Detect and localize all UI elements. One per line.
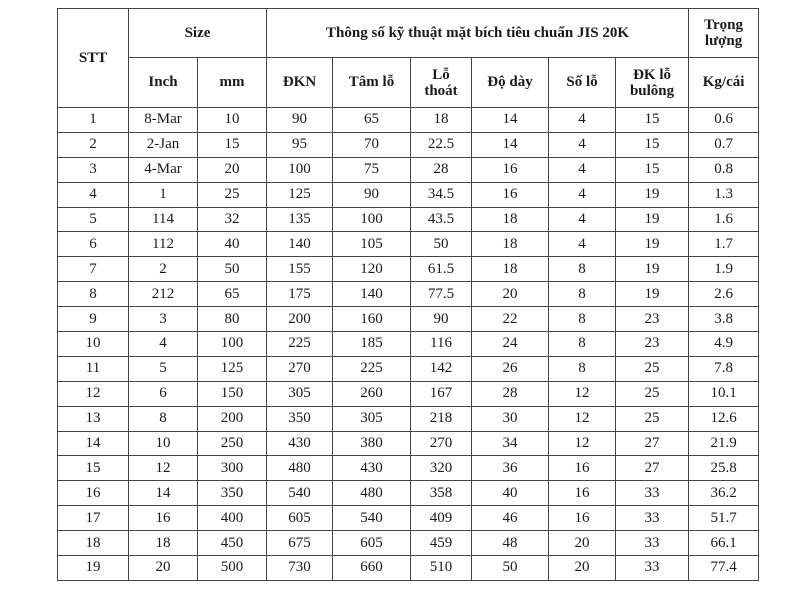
cell-do-day: 18 [472, 207, 549, 232]
cell-kg: 4.9 [689, 332, 759, 357]
cell-dk-lo-bulong: 33 [616, 506, 689, 531]
cell-inch: 20 [129, 556, 198, 581]
cell-kg: 12.6 [689, 406, 759, 431]
cell-mm: 125 [198, 356, 267, 381]
cell-stt: 17 [58, 506, 129, 531]
table-row [58, 381, 759, 406]
cell-dkn: 200 [267, 307, 333, 332]
cell-dkn: 480 [267, 456, 333, 481]
cell-inch: 4-Mar [129, 157, 198, 182]
cell-tam-lo: 120 [333, 257, 411, 282]
table-row [58, 282, 759, 307]
cell-lo-thoat: 43.5 [411, 207, 472, 232]
cell-dk-lo-bulong: 25 [616, 381, 689, 406]
cell-dk-lo-bulong: 33 [616, 531, 689, 556]
cell-dkn: 135 [267, 207, 333, 232]
cell-kg: 7.8 [689, 356, 759, 381]
table-row [58, 207, 759, 232]
cell-dk-lo-bulong: 23 [616, 307, 689, 332]
cell-lo-thoat: 22.5 [411, 132, 472, 157]
cell-lo-thoat: 320 [411, 456, 472, 481]
header-do-day: Độ dày [472, 58, 549, 108]
cell-dk-lo-bulong: 19 [616, 207, 689, 232]
cell-tam-lo: 225 [333, 356, 411, 381]
header-tam-lo: Tâm lỗ [333, 58, 411, 108]
cell-tam-lo: 100 [333, 207, 411, 232]
cell-inch: 1 [129, 182, 198, 207]
cell-lo-thoat: 358 [411, 481, 472, 506]
cell-stt: 10 [58, 332, 129, 357]
cell-lo-thoat: 28 [411, 157, 472, 182]
cell-dkn: 675 [267, 531, 333, 556]
cell-kg: 36.2 [689, 481, 759, 506]
header-lo-thoat-line2: thoát [424, 82, 458, 99]
cell-dk-lo-bulong: 15 [616, 157, 689, 182]
cell-inch: 16 [129, 506, 198, 531]
cell-kg: 1.9 [689, 257, 759, 282]
cell-kg: 3.8 [689, 307, 759, 332]
table-row [58, 332, 759, 357]
header-inch: Inch [129, 58, 198, 108]
cell-lo-thoat: 218 [411, 406, 472, 431]
flange-spec-table [57, 8, 759, 581]
cell-inch: 112 [129, 232, 198, 257]
header-lo-thoat-line1: Lỗ [432, 66, 450, 83]
cell-tam-lo: 430 [333, 456, 411, 481]
cell-dkn: 95 [267, 132, 333, 157]
cell-do-day: 34 [472, 431, 549, 456]
table-row [58, 356, 759, 381]
cell-dk-lo-bulong: 23 [616, 332, 689, 357]
header-mm: mm [198, 58, 267, 108]
cell-dk-lo-bulong: 25 [616, 406, 689, 431]
cell-kg: 10.1 [689, 381, 759, 406]
cell-dkn: 140 [267, 232, 333, 257]
cell-tam-lo: 540 [333, 506, 411, 531]
cell-inch: 2 [129, 257, 198, 282]
table-body [58, 108, 759, 581]
table-row [58, 157, 759, 182]
header-spec: Thông số kỹ thuật mặt bích tiêu chuẩn JIS 20K [267, 9, 689, 58]
cell-stt: 15 [58, 456, 129, 481]
cell-kg: 21.9 [689, 431, 759, 456]
cell-dkn: 540 [267, 481, 333, 506]
cell-stt: 19 [58, 556, 129, 581]
cell-so-lo: 8 [549, 257, 616, 282]
cell-lo-thoat: 90 [411, 307, 472, 332]
cell-mm: 250 [198, 431, 267, 456]
cell-dk-lo-bulong: 19 [616, 282, 689, 307]
table-row [58, 108, 759, 133]
cell-mm: 450 [198, 531, 267, 556]
cell-so-lo: 4 [549, 182, 616, 207]
cell-do-day: 22 [472, 307, 549, 332]
cell-inch: 3 [129, 307, 198, 332]
cell-do-day: 18 [472, 257, 549, 282]
cell-stt: 7 [58, 257, 129, 282]
cell-do-day: 48 [472, 531, 549, 556]
table-row [58, 406, 759, 431]
cell-inch: 114 [129, 207, 198, 232]
cell-do-day: 26 [472, 356, 549, 381]
flange-spec-table-container [57, 8, 758, 581]
cell-inch: 10 [129, 431, 198, 456]
cell-so-lo: 8 [549, 307, 616, 332]
header-dk-lo-line1: ĐK lỗ [633, 66, 671, 83]
cell-stt: 4 [58, 182, 129, 207]
cell-dk-lo-bulong: 19 [616, 232, 689, 257]
cell-dk-lo-bulong: 19 [616, 182, 689, 207]
header-dk-lo-bulong [616, 58, 689, 108]
cell-stt: 14 [58, 431, 129, 456]
cell-inch: 14 [129, 481, 198, 506]
table-row [58, 556, 759, 581]
header-weight [689, 9, 759, 58]
cell-so-lo: 16 [549, 506, 616, 531]
header-weight-line1: Trọng [704, 17, 744, 33]
cell-dk-lo-bulong: 15 [616, 132, 689, 157]
cell-inch: 8-Mar [129, 108, 198, 133]
cell-mm: 300 [198, 456, 267, 481]
header-dkn: ĐKN [267, 58, 333, 108]
cell-mm: 40 [198, 232, 267, 257]
cell-so-lo: 8 [549, 332, 616, 357]
cell-dkn: 350 [267, 406, 333, 431]
table-row [58, 531, 759, 556]
cell-stt: 11 [58, 356, 129, 381]
cell-dk-lo-bulong: 25 [616, 356, 689, 381]
cell-inch: 2-Jan [129, 132, 198, 157]
cell-tam-lo: 185 [333, 332, 411, 357]
cell-lo-thoat: 34.5 [411, 182, 472, 207]
cell-mm: 200 [198, 406, 267, 431]
cell-lo-thoat: 270 [411, 431, 472, 456]
cell-mm: 10 [198, 108, 267, 133]
cell-stt: 18 [58, 531, 129, 556]
cell-dkn: 155 [267, 257, 333, 282]
cell-dkn: 270 [267, 356, 333, 381]
table-row [58, 431, 759, 456]
cell-lo-thoat: 167 [411, 381, 472, 406]
header-size: Size [129, 9, 267, 58]
cell-do-day: 14 [472, 108, 549, 133]
table-row [58, 506, 759, 531]
cell-dk-lo-bulong: 15 [616, 108, 689, 133]
cell-inch: 4 [129, 332, 198, 357]
cell-lo-thoat: 510 [411, 556, 472, 581]
cell-inch: 12 [129, 456, 198, 481]
header-weight-line2: lượng [704, 33, 743, 49]
cell-mm: 25 [198, 182, 267, 207]
cell-so-lo: 8 [549, 282, 616, 307]
cell-so-lo: 12 [549, 406, 616, 431]
cell-lo-thoat: 409 [411, 506, 472, 531]
cell-kg: 0.8 [689, 157, 759, 182]
cell-so-lo: 4 [549, 157, 616, 182]
cell-tam-lo: 160 [333, 307, 411, 332]
cell-tam-lo: 90 [333, 182, 411, 207]
cell-lo-thoat: 18 [411, 108, 472, 133]
cell-mm: 20 [198, 157, 267, 182]
cell-kg: 0.7 [689, 132, 759, 157]
cell-mm: 150 [198, 381, 267, 406]
cell-inch: 18 [129, 531, 198, 556]
cell-do-day: 18 [472, 232, 549, 257]
cell-so-lo: 4 [549, 108, 616, 133]
cell-stt: 8 [58, 282, 129, 307]
cell-mm: 50 [198, 257, 267, 282]
cell-do-day: 20 [472, 282, 549, 307]
table-row [58, 257, 759, 282]
cell-so-lo: 4 [549, 232, 616, 257]
cell-lo-thoat: 50 [411, 232, 472, 257]
cell-dk-lo-bulong: 27 [616, 456, 689, 481]
cell-kg: 2.6 [689, 282, 759, 307]
cell-stt: 3 [58, 157, 129, 182]
table-row [58, 182, 759, 207]
cell-inch: 5 [129, 356, 198, 381]
cell-stt: 16 [58, 481, 129, 506]
cell-mm: 65 [198, 282, 267, 307]
cell-mm: 80 [198, 307, 267, 332]
cell-kg: 51.7 [689, 506, 759, 531]
cell-lo-thoat: 116 [411, 332, 472, 357]
cell-kg: 77.4 [689, 556, 759, 581]
cell-tam-lo: 70 [333, 132, 411, 157]
table-row [58, 307, 759, 332]
cell-tam-lo: 605 [333, 531, 411, 556]
cell-inch: 8 [129, 406, 198, 431]
cell-stt: 2 [58, 132, 129, 157]
cell-so-lo: 20 [549, 531, 616, 556]
cell-tam-lo: 305 [333, 406, 411, 431]
table-row [58, 456, 759, 481]
cell-mm: 350 [198, 481, 267, 506]
table-row [58, 481, 759, 506]
cell-do-day: 40 [472, 481, 549, 506]
cell-stt: 13 [58, 406, 129, 431]
cell-lo-thoat: 142 [411, 356, 472, 381]
cell-tam-lo: 380 [333, 431, 411, 456]
cell-dkn: 305 [267, 381, 333, 406]
cell-dk-lo-bulong: 27 [616, 431, 689, 456]
header-row-top [58, 9, 759, 58]
cell-mm: 15 [198, 132, 267, 157]
cell-dkn: 175 [267, 282, 333, 307]
cell-dkn: 605 [267, 506, 333, 531]
cell-so-lo: 4 [549, 207, 616, 232]
cell-mm: 32 [198, 207, 267, 232]
cell-stt: 5 [58, 207, 129, 232]
cell-do-day: 46 [472, 506, 549, 531]
cell-do-day: 24 [472, 332, 549, 357]
cell-so-lo: 12 [549, 381, 616, 406]
cell-stt: 6 [58, 232, 129, 257]
header-dk-lo-line2: bulông [629, 82, 675, 99]
cell-lo-thoat: 459 [411, 531, 472, 556]
cell-tam-lo: 660 [333, 556, 411, 581]
cell-do-day: 14 [472, 132, 549, 157]
cell-so-lo: 16 [549, 456, 616, 481]
table-row [58, 232, 759, 257]
cell-stt: 9 [58, 307, 129, 332]
cell-stt: 12 [58, 381, 129, 406]
cell-do-day: 36 [472, 456, 549, 481]
cell-do-day: 50 [472, 556, 549, 581]
cell-so-lo: 20 [549, 556, 616, 581]
cell-dkn: 730 [267, 556, 333, 581]
cell-dkn: 430 [267, 431, 333, 456]
cell-inch: 6 [129, 381, 198, 406]
cell-inch: 212 [129, 282, 198, 307]
cell-lo-thoat: 77.5 [411, 282, 472, 307]
table-row [58, 132, 759, 157]
header-lo-thoat [411, 58, 472, 108]
cell-so-lo: 8 [549, 356, 616, 381]
cell-kg: 0.6 [689, 108, 759, 133]
cell-tam-lo: 260 [333, 381, 411, 406]
cell-dk-lo-bulong: 33 [616, 556, 689, 581]
table-header [58, 9, 759, 108]
cell-do-day: 16 [472, 157, 549, 182]
cell-dk-lo-bulong: 33 [616, 481, 689, 506]
header-row-bottom [58, 58, 759, 108]
cell-dkn: 125 [267, 182, 333, 207]
header-so-lo: Số lỗ [549, 58, 616, 108]
cell-tam-lo: 75 [333, 157, 411, 182]
cell-kg: 1.3 [689, 182, 759, 207]
cell-dkn: 100 [267, 157, 333, 182]
cell-stt: 1 [58, 108, 129, 133]
cell-kg: 1.7 [689, 232, 759, 257]
cell-do-day: 16 [472, 182, 549, 207]
cell-dkn: 225 [267, 332, 333, 357]
cell-dkn: 90 [267, 108, 333, 133]
header-kg: Kg/cái [689, 58, 759, 108]
cell-kg: 25.8 [689, 456, 759, 481]
cell-dk-lo-bulong: 19 [616, 257, 689, 282]
cell-tam-lo: 480 [333, 481, 411, 506]
cell-tam-lo: 105 [333, 232, 411, 257]
cell-lo-thoat: 61.5 [411, 257, 472, 282]
cell-do-day: 30 [472, 406, 549, 431]
cell-tam-lo: 65 [333, 108, 411, 133]
cell-so-lo: 4 [549, 132, 616, 157]
cell-mm: 100 [198, 332, 267, 357]
cell-do-day: 28 [472, 381, 549, 406]
cell-so-lo: 16 [549, 481, 616, 506]
header-stt: STT [58, 9, 129, 108]
cell-kg: 1.6 [689, 207, 759, 232]
cell-so-lo: 12 [549, 431, 616, 456]
cell-kg: 66.1 [689, 531, 759, 556]
cell-mm: 500 [198, 556, 267, 581]
cell-tam-lo: 140 [333, 282, 411, 307]
cell-mm: 400 [198, 506, 267, 531]
